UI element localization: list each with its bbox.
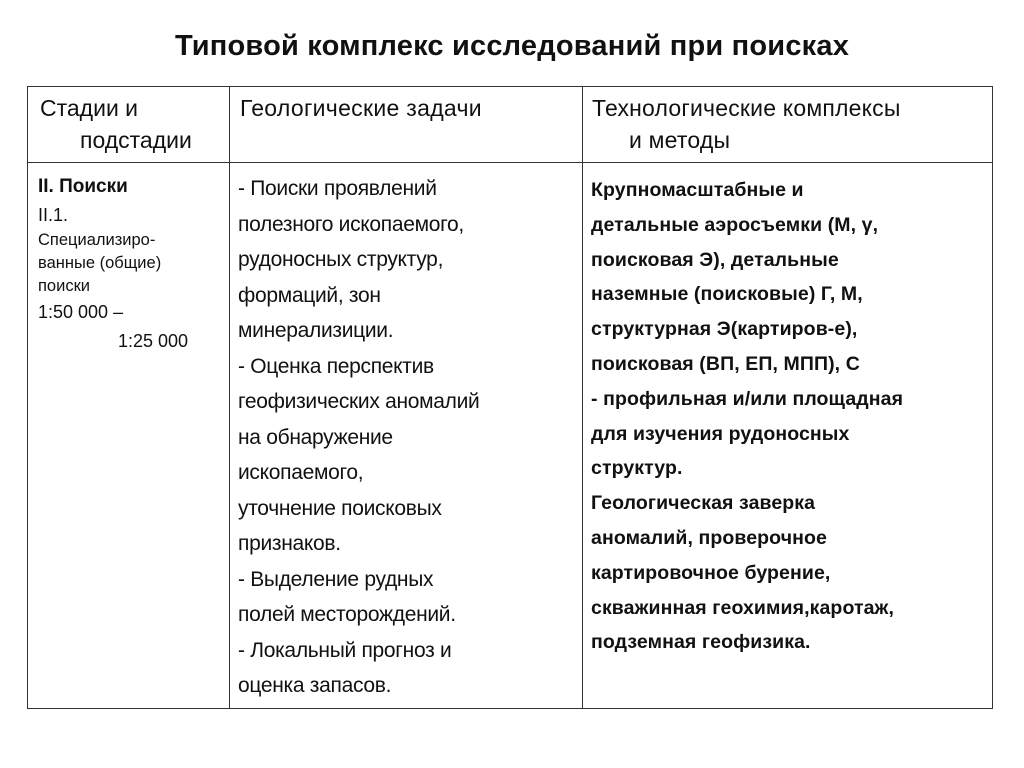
- research-complex-table: [27, 86, 993, 709]
- method-line: Геологическая заверка: [591, 492, 816, 515]
- method-line: подземная геофизика.: [591, 631, 811, 654]
- table-header-row: [28, 87, 993, 163]
- geological-task-line: на обнаружение: [238, 425, 393, 449]
- geological-task-line: - Оценка перспектив: [238, 354, 434, 378]
- method-line: Крупномасштабные и: [591, 179, 804, 201]
- geological-task-line: - Выделение рудных: [238, 567, 434, 591]
- method-line: - профильная и/или площадная: [591, 387, 904, 410]
- geological-task-line: признаков.: [238, 532, 341, 555]
- substage-name-line-3: поиски: [38, 277, 91, 295]
- geological-task-line: - Локальный прогноз и: [238, 638, 452, 662]
- geological-task-line: полей месторождений.: [238, 603, 456, 626]
- geological-task-line: - Поиски проявлений: [238, 177, 437, 200]
- header-cell-tasks: [230, 87, 583, 163]
- header-tasks-line-1: Геологические задачи: [240, 95, 482, 121]
- method-line: поисковая (ВП, ЕП, МПП), С: [591, 352, 860, 375]
- method-line: аномалий, проверочное: [591, 526, 827, 549]
- geological-task-line: полезного ископаемого,: [238, 212, 464, 236]
- header-methods-line-2: и методы: [629, 127, 731, 153]
- method-line: поисковая Э), детальные: [591, 248, 839, 271]
- geological-task-line: уточнение поисковых: [238, 496, 442, 520]
- method-line: для изучения рудоносных: [591, 422, 850, 445]
- stage-cell: [28, 163, 230, 709]
- method-line: картировочное бурение,: [591, 561, 831, 584]
- tasks-cell: [230, 163, 583, 709]
- substage-code: II.1.: [38, 205, 69, 225]
- method-line: скважинная геохимия,каротаж,: [591, 596, 895, 619]
- header-cell-methods: [583, 87, 993, 163]
- method-line: структур.: [591, 457, 683, 480]
- header-stages-line-2: подстадии: [80, 127, 192, 153]
- stage-title: II. Поиски: [38, 176, 128, 197]
- geological-task-line: формаций, зон: [238, 283, 381, 307]
- method-line: наземные (поисковые) Г, М,: [591, 283, 863, 306]
- method-line: структурная Э(картиров-е),: [591, 318, 858, 341]
- methods-text: [583, 163, 992, 660]
- scale-from: 1:50 000 –: [38, 302, 124, 322]
- geological-task-line: оценка запасов.: [238, 674, 392, 697]
- methods-cell: [583, 163, 993, 709]
- geological-tasks-text: [230, 163, 582, 704]
- slide-title: Типовой комплекс исследований при поисках: [174, 30, 850, 62]
- geological-task-line: минерализиции.: [238, 319, 394, 342]
- geological-task-line: рудоносных структур,: [238, 248, 444, 271]
- geological-task-line: ископаемого,: [238, 461, 364, 484]
- header-cell-stages: [28, 87, 230, 163]
- geological-task-line: геофизических аномалий: [238, 390, 480, 413]
- method-line: детальные аэросъемки (М, γ,: [591, 213, 879, 236]
- header-methods-line-1: Технологические комплексы: [592, 95, 901, 121]
- substage-name-line-2: ванные (общие): [38, 254, 162, 272]
- scale-to: 1:25 000: [118, 331, 189, 351]
- header-stages-line-1: Стадии и: [40, 95, 139, 121]
- substage-name-line-1: Специализиро-: [38, 231, 156, 249]
- table-row: [28, 163, 993, 709]
